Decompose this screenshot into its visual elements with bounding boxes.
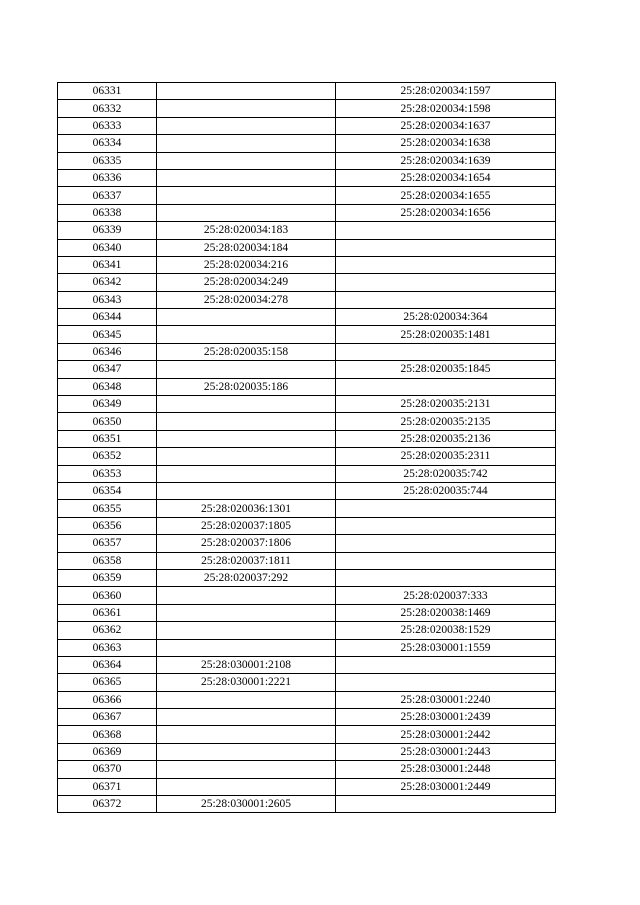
- cadastral-number-cell-left: [157, 117, 336, 134]
- cadastral-number-cell-left: [157, 482, 336, 499]
- cadastral-number-cell-right: [336, 291, 556, 308]
- row-number-cell: 06363: [58, 639, 157, 656]
- cadastral-number-cell-left: 25:28:020034:278: [157, 291, 336, 308]
- cadastral-number-cell-left: [157, 326, 336, 343]
- row-number-cell: 06344: [58, 309, 157, 326]
- cadastral-number-cell-right: 25:28:030001:2442: [336, 726, 556, 743]
- row-number-cell: 06347: [58, 361, 157, 378]
- cadastral-number-cell-left: 25:28:020035:186: [157, 378, 336, 395]
- table-row: [58, 604, 556, 621]
- cadastral-number-cell-left: [157, 413, 336, 430]
- cadastral-number-cell-left: [157, 83, 336, 100]
- cadastral-number-cell-left: [157, 587, 336, 604]
- table-row: [58, 396, 556, 413]
- row-number-cell: 06371: [58, 778, 157, 795]
- cadastral-number-cell-right: 25:28:020034:364: [336, 309, 556, 326]
- cadastral-number-cell-left: 25:28:020034:249: [157, 274, 336, 291]
- cadastral-number-cell-left: 25:28:030001:2605: [157, 796, 336, 813]
- row-number-cell: 06362: [58, 622, 157, 639]
- table-row: [58, 622, 556, 639]
- cadastral-number-cell-left: [157, 709, 336, 726]
- cadastral-number-cell-right: [336, 239, 556, 256]
- cadastral-number-cell-right: 25:28:020034:1638: [336, 135, 556, 152]
- table-row: [58, 517, 556, 534]
- cadastral-number-cell-left: 25:28:020035:158: [157, 343, 336, 360]
- cadastral-number-cell-right: 25:28:020035:742: [336, 465, 556, 482]
- row-number-cell: 06357: [58, 535, 157, 552]
- cadastral-table: [57, 82, 556, 813]
- row-number-cell: 06366: [58, 691, 157, 708]
- table-row: [58, 778, 556, 795]
- table-row: [58, 413, 556, 430]
- cadastral-number-cell-right: 25:28:030001:2443: [336, 743, 556, 760]
- row-number-cell: 06369: [58, 743, 157, 760]
- table-row: [58, 726, 556, 743]
- row-number-cell: 06353: [58, 465, 157, 482]
- cadastral-number-cell-right: 25:28:030001:2449: [336, 778, 556, 795]
- cadastral-number-cell-left: [157, 309, 336, 326]
- cadastral-number-cell-left: [157, 761, 336, 778]
- cadastral-number-cell-right: [336, 517, 556, 534]
- table-row: [58, 117, 556, 134]
- table-row: [58, 239, 556, 256]
- row-number-cell: 06336: [58, 169, 157, 186]
- cadastral-number-cell-right: 25:28:030001:2448: [336, 761, 556, 778]
- table-row: [58, 482, 556, 499]
- cadastral-number-cell-left: 25:28:020037:1806: [157, 535, 336, 552]
- cadastral-number-cell-left: [157, 152, 336, 169]
- row-number-cell: 06333: [58, 117, 157, 134]
- table-row: [58, 291, 556, 308]
- cadastral-number-cell-right: 25:28:020035:2135: [336, 413, 556, 430]
- row-number-cell: 06365: [58, 674, 157, 691]
- table-row: [58, 500, 556, 517]
- table-row: [58, 535, 556, 552]
- row-number-cell: 06349: [58, 396, 157, 413]
- table-row: [58, 274, 556, 291]
- cadastral-number-cell-left: 25:28:020034:184: [157, 239, 336, 256]
- cadastral-number-cell-right: 25:28:020035:2136: [336, 430, 556, 447]
- cadastral-number-cell-left: [157, 100, 336, 117]
- cadastral-number-cell-right: [336, 222, 556, 239]
- row-number-cell: 06339: [58, 222, 157, 239]
- table-row: [58, 83, 556, 100]
- row-number-cell: 06343: [58, 291, 157, 308]
- table-row: [58, 709, 556, 726]
- cadastral-number-cell-right: 25:28:020035:1481: [336, 326, 556, 343]
- cadastral-number-cell-left: [157, 169, 336, 186]
- cadastral-number-cell-right: [336, 343, 556, 360]
- cadastral-number-cell-left: 25:28:020037:292: [157, 569, 336, 586]
- cadastral-number-cell-left: 25:28:020034:216: [157, 256, 336, 273]
- cadastral-number-cell-left: [157, 396, 336, 413]
- cadastral-number-cell-left: [157, 622, 336, 639]
- cadastral-number-cell-right: 25:28:020038:1469: [336, 604, 556, 621]
- table-row: [58, 326, 556, 343]
- table-row: [58, 465, 556, 482]
- cadastral-number-cell-right: 25:28:020035:744: [336, 482, 556, 499]
- cadastral-number-cell-right: [336, 274, 556, 291]
- cadastral-number-cell-left: [157, 430, 336, 447]
- cadastral-number-cell-left: [157, 726, 336, 743]
- table-row: [58, 552, 556, 569]
- cadastral-number-cell-right: 25:28:030001:2439: [336, 709, 556, 726]
- cadastral-number-cell-left: 25:28:020034:183: [157, 222, 336, 239]
- cadastral-number-cell-right: 25:28:020034:1598: [336, 100, 556, 117]
- row-number-cell: 06335: [58, 152, 157, 169]
- table-row: [58, 587, 556, 604]
- table-body: [58, 83, 556, 813]
- table-row: [58, 639, 556, 656]
- cadastral-number-cell-right: 25:28:020034:1655: [336, 187, 556, 204]
- cadastral-number-cell-right: 25:28:020034:1654: [336, 169, 556, 186]
- cadastral-number-cell-right: 25:28:030001:1559: [336, 639, 556, 656]
- cadastral-number-cell-right: 25:28:020035:2131: [336, 396, 556, 413]
- table-row: [58, 569, 556, 586]
- cadastral-number-cell-left: 25:28:030001:2221: [157, 674, 336, 691]
- table-row: [58, 169, 556, 186]
- cadastral-number-cell-right: [336, 569, 556, 586]
- table-row: [58, 256, 556, 273]
- table-row: [58, 187, 556, 204]
- row-number-cell: 06370: [58, 761, 157, 778]
- row-number-cell: 06334: [58, 135, 157, 152]
- row-number-cell: 06372: [58, 796, 157, 813]
- table-row: [58, 222, 556, 239]
- cadastral-number-cell-left: 25:28:020037:1805: [157, 517, 336, 534]
- table-row: [58, 761, 556, 778]
- table-row: [58, 152, 556, 169]
- row-number-cell: 06351: [58, 430, 157, 447]
- row-number-cell: 06350: [58, 413, 157, 430]
- cadastral-number-cell-right: [336, 535, 556, 552]
- cadastral-number-cell-right: 25:28:020034:1639: [336, 152, 556, 169]
- table-row: [58, 343, 556, 360]
- cadastral-number-cell-right: 25:28:030001:2240: [336, 691, 556, 708]
- row-number-cell: 06360: [58, 587, 157, 604]
- row-number-cell: 06355: [58, 500, 157, 517]
- cadastral-number-cell-left: [157, 135, 336, 152]
- row-number-cell: 06361: [58, 604, 157, 621]
- cadastral-number-cell-left: [157, 778, 336, 795]
- cadastral-number-cell-right: [336, 256, 556, 273]
- cadastral-number-cell-left: 25:28:030001:2108: [157, 656, 336, 673]
- row-number-cell: 06356: [58, 517, 157, 534]
- cadastral-number-cell-left: [157, 465, 336, 482]
- cadastral-number-cell-right: [336, 674, 556, 691]
- table-row: [58, 378, 556, 395]
- table-row: [58, 691, 556, 708]
- row-number-cell: 06352: [58, 448, 157, 465]
- cadastral-number-cell-right: 25:28:020034:1656: [336, 204, 556, 221]
- cadastral-number-cell-right: [336, 500, 556, 517]
- table-row: [58, 656, 556, 673]
- row-number-cell: 06354: [58, 482, 157, 499]
- cadastral-number-cell-right: [336, 656, 556, 673]
- row-number-cell: 06340: [58, 239, 157, 256]
- table-row: [58, 204, 556, 221]
- cadastral-number-cell-left: [157, 604, 336, 621]
- cadastral-number-cell-left: 25:28:020036:1301: [157, 500, 336, 517]
- row-number-cell: 06368: [58, 726, 157, 743]
- table-row: [58, 361, 556, 378]
- cadastral-number-cell-left: [157, 743, 336, 760]
- row-number-cell: 06332: [58, 100, 157, 117]
- cadastral-number-cell-right: 25:28:020034:1597: [336, 83, 556, 100]
- table-row: [58, 743, 556, 760]
- cadastral-number-cell-left: [157, 361, 336, 378]
- cadastral-number-cell-right: [336, 796, 556, 813]
- row-number-cell: 06346: [58, 343, 157, 360]
- row-number-cell: 06364: [58, 656, 157, 673]
- row-number-cell: 06338: [58, 204, 157, 221]
- row-number-cell: 06337: [58, 187, 157, 204]
- cadastral-number-cell-right: 25:28:020038:1529: [336, 622, 556, 639]
- cadastral-number-cell-left: [157, 187, 336, 204]
- row-number-cell: 06342: [58, 274, 157, 291]
- cadastral-number-cell-left: [157, 204, 336, 221]
- cadastral-number-cell-left: 25:28:020037:1811: [157, 552, 336, 569]
- table-row: [58, 135, 556, 152]
- row-number-cell: 06367: [58, 709, 157, 726]
- row-number-cell: 06359: [58, 569, 157, 586]
- cadastral-number-cell-left: [157, 448, 336, 465]
- table-row: [58, 448, 556, 465]
- table-row: [58, 309, 556, 326]
- row-number-cell: 06358: [58, 552, 157, 569]
- cadastral-number-cell-right: 25:28:020037:333: [336, 587, 556, 604]
- table-row: [58, 430, 556, 447]
- cadastral-number-cell-left: [157, 691, 336, 708]
- cadastral-number-cell-right: 25:28:020035:1845: [336, 361, 556, 378]
- table-row: [58, 796, 556, 813]
- row-number-cell: 06345: [58, 326, 157, 343]
- table-row: [58, 100, 556, 117]
- row-number-cell: 06341: [58, 256, 157, 273]
- cadastral-number-cell-right: 25:28:020034:1637: [336, 117, 556, 134]
- cadastral-number-cell-right: 25:28:020035:2311: [336, 448, 556, 465]
- row-number-cell: 06331: [58, 83, 157, 100]
- cadastral-number-cell-right: [336, 552, 556, 569]
- row-number-cell: 06348: [58, 378, 157, 395]
- table-row: [58, 674, 556, 691]
- cadastral-number-cell-right: [336, 378, 556, 395]
- cadastral-number-cell-left: [157, 639, 336, 656]
